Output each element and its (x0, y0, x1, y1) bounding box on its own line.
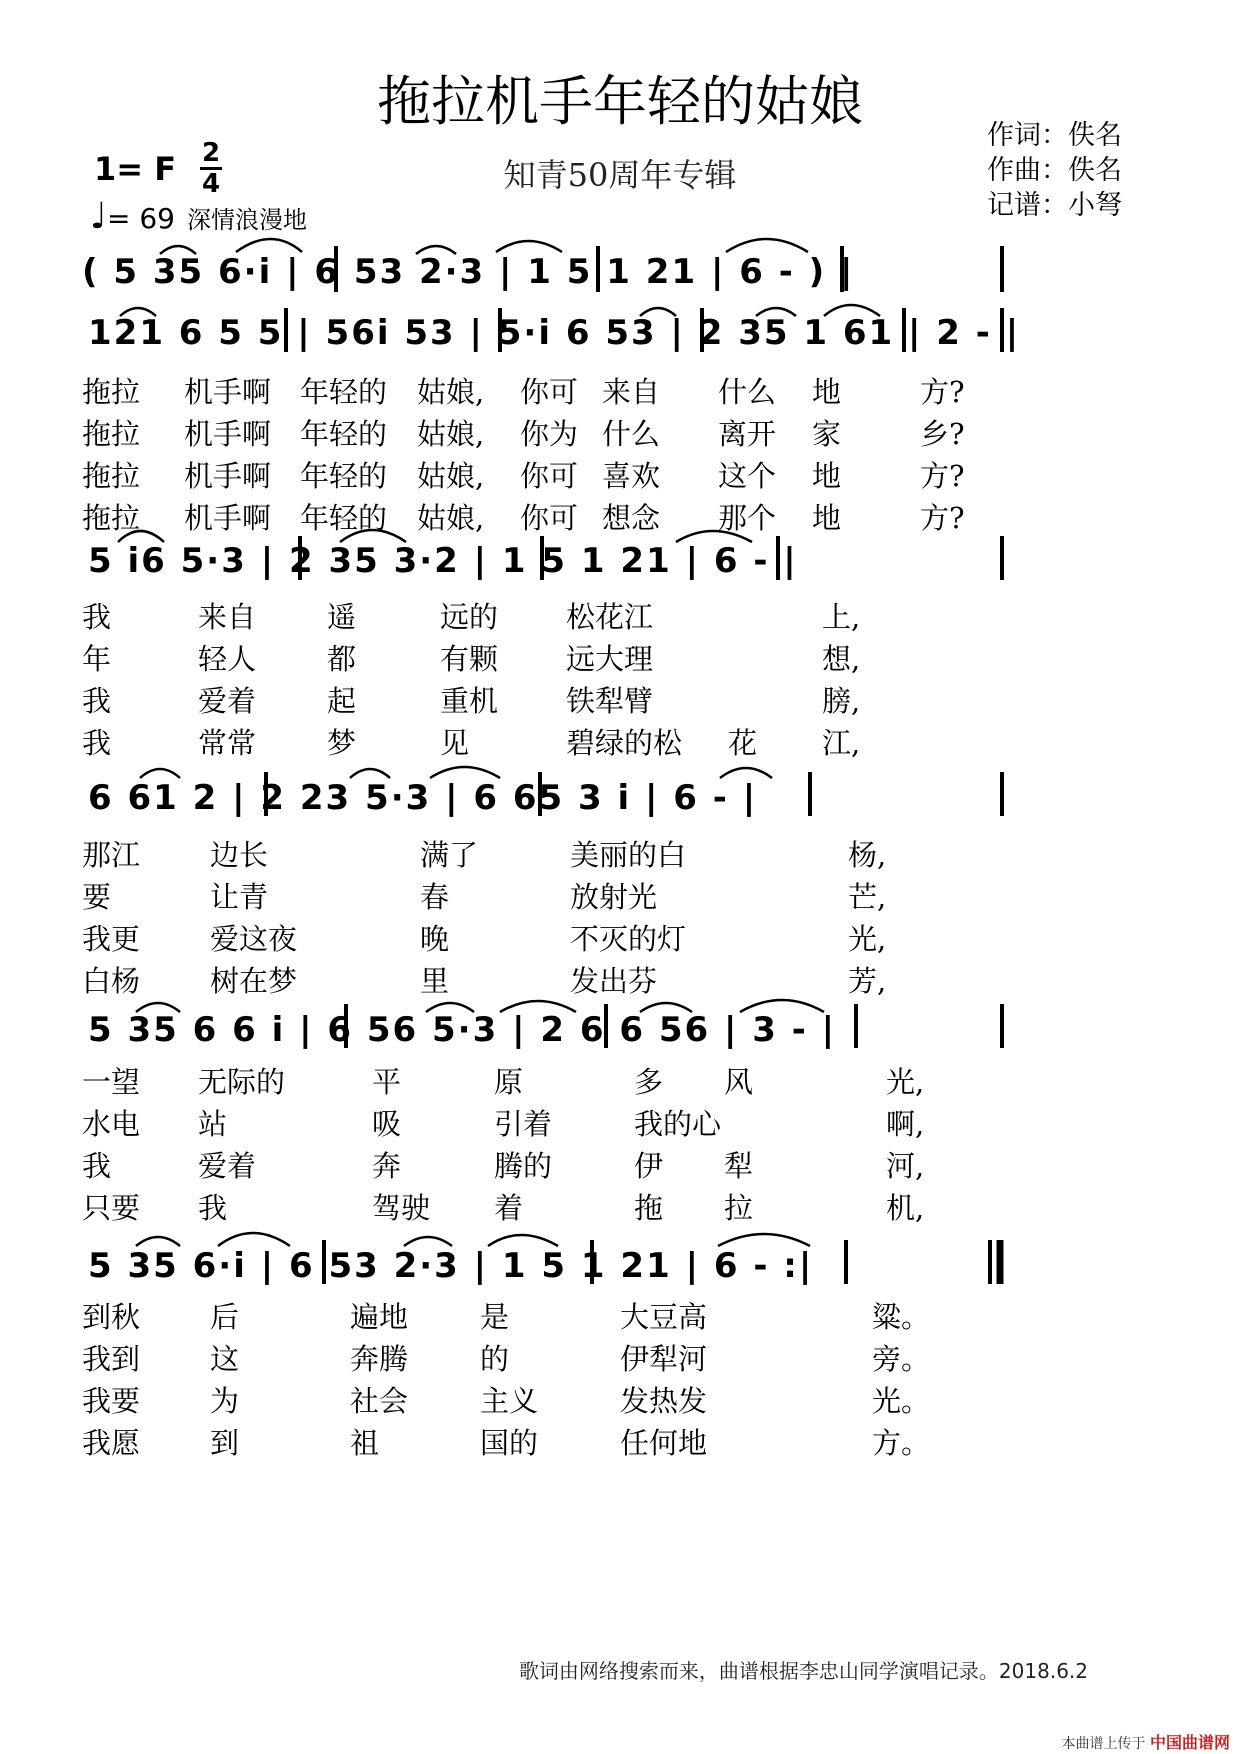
upload-label: 本曲谱上传于 (1061, 1736, 1146, 1752)
notation-line-3: 5 i6 5·3 | 2 35 3·2 | 1 5 1 21 | 6 - | (88, 541, 798, 581)
lyric-word: 姑娘, (417, 459, 485, 493)
tempo-bpm: = 69 (106, 202, 175, 235)
lyric-word: 拖拉 (82, 501, 141, 535)
lyric-word: 年轻的 (300, 417, 388, 451)
lyric-word: 方。 (872, 1426, 931, 1460)
lyric-word: 我 (82, 600, 112, 634)
lyric-word: 远大理 (566, 642, 654, 676)
lyric-word: 我到 (82, 1342, 141, 1376)
lyric-word: 上, (822, 600, 861, 634)
lyric-word: 原 (494, 1065, 524, 1099)
lyric-word: 拖拉 (82, 417, 141, 451)
lyric-word: 国的 (480, 1426, 539, 1460)
lyric-word: 爱着 (198, 1149, 257, 1183)
notation-line-4: 6 61 2 | 2 23 5·3 | 6 65 3 i | 6 - | (88, 778, 758, 818)
lyric-word: 机, (886, 1191, 925, 1225)
time-signature (200, 140, 222, 197)
lyric-word: 拉 (724, 1191, 754, 1225)
lyric-word: 地 (812, 501, 842, 535)
lyricist-credit: 作词：佚名 (987, 120, 1122, 151)
lyric-word: 碧绿的松 (566, 726, 683, 760)
site-logo: 中国曲谱网 (1149, 1733, 1230, 1752)
lyric-word: 拖拉 (82, 375, 141, 409)
lyric-word: 常常 (198, 726, 257, 760)
lyric-word: 起 (327, 684, 357, 718)
lyric-word: 方? (920, 459, 965, 493)
lyric-word: 都 (327, 642, 357, 676)
lyric-word: 美丽的白 (570, 838, 687, 872)
lyric-word: 一望 (82, 1065, 141, 1099)
lyric-word: 主义 (480, 1384, 539, 1418)
lyric-word: 要 (82, 880, 112, 914)
lyric-word: 机手啊 (184, 417, 272, 451)
lyric-word: 驾驶 (372, 1191, 431, 1225)
quarter-note-icon: ♩ (90, 196, 107, 237)
lyric-word: 见 (440, 726, 470, 760)
lyric-word: 那个 (718, 501, 777, 535)
lyric-word: 白杨 (82, 964, 141, 998)
lyric-word: 到 (210, 1426, 240, 1460)
lyric-word: 我更 (82, 922, 141, 956)
lyric-word: 这个 (718, 459, 777, 493)
lyric-word: 芳, (848, 964, 887, 998)
lyric-word: 站 (198, 1107, 228, 1141)
upload-credit (1062, 1730, 1230, 1753)
lyric-word: 啊, (886, 1107, 925, 1141)
lyric-word: 水电 (82, 1107, 141, 1141)
lyric-word: 年轻的 (300, 459, 388, 493)
lyric-word: 杨, (848, 838, 887, 872)
lyric-word: 来自 (198, 600, 257, 634)
lyric-word: 拖 (634, 1191, 664, 1225)
lyric-word: 树在梦 (210, 964, 298, 998)
lyric-word: 不灭的灯 (570, 922, 687, 956)
tempo-marking (90, 196, 307, 237)
lyric-word: 只要 (82, 1191, 141, 1225)
lyric-word: 腾的 (494, 1149, 553, 1183)
lyric-word: 地 (812, 375, 842, 409)
lyric-word: 任何地 (620, 1426, 708, 1460)
lyric-word: 地 (812, 459, 842, 493)
lyric-word: 机手啊 (184, 459, 272, 493)
lyric-word: 你可 (520, 501, 579, 535)
lyric-word: 河, (886, 1149, 925, 1183)
lyric-word: 远的 (440, 600, 499, 634)
lyric-word: 轻人 (198, 642, 257, 676)
transcriber-credit: 记谱：小弩 (987, 190, 1122, 221)
lyric-word: 吸 (372, 1107, 402, 1141)
lyric-word: 遍地 (350, 1300, 409, 1334)
lyric-word: 姑娘, (417, 501, 485, 535)
lyric-word: 春 (420, 880, 450, 914)
credits-block (987, 118, 1122, 223)
lyric-word: 奔腾 (350, 1342, 409, 1376)
lyric-word: 姑娘, (417, 375, 485, 409)
lyric-word: 什么 (602, 417, 661, 451)
notation-line-5: 5 35 6 6 i | 6 56 5·3 | 2 6 6 56 | 3 - | (88, 1010, 837, 1050)
lyric-word: 伊 (634, 1149, 664, 1183)
lyric-word: 引着 (494, 1107, 553, 1141)
lyric-word: 乡? (920, 417, 965, 451)
lyric-word: 机手啊 (184, 375, 272, 409)
lyric-word: 离开 (718, 417, 777, 451)
song-title: 拖拉机手年轻的姑娘 (377, 70, 863, 133)
lyric-word: 祖 (350, 1426, 380, 1460)
lyric-word: 光, (848, 922, 887, 956)
lyric-word: 我 (82, 726, 112, 760)
lyric-word: 铁犁臂 (566, 684, 654, 718)
lyric-word: 我 (82, 684, 112, 718)
lyric-word: 江, (822, 726, 861, 760)
lyric-word: 我的心 (634, 1107, 722, 1141)
lyric-word: 花 (728, 726, 758, 760)
lyric-word: 你为 (520, 417, 579, 451)
lyric-word: 那江 (82, 838, 141, 872)
lyric-word: 年轻的 (300, 375, 388, 409)
lyric-word: 想念 (602, 501, 661, 535)
lyric-word: 是 (480, 1300, 510, 1334)
expression-mark: 深情浪漫地 (186, 206, 307, 234)
lyric-word: 爱着 (198, 684, 257, 718)
lyric-word: 梦 (327, 726, 357, 760)
composer-credit: 作曲：佚名 (987, 155, 1122, 186)
lyric-word: 到秋 (82, 1300, 141, 1334)
lyric-word: 机手啊 (184, 501, 272, 535)
lyric-word: 姑娘, (417, 417, 485, 451)
time-signature-bottom: 4 (201, 169, 221, 199)
song-subtitle: 知青50周年专辑 (503, 156, 737, 194)
lyric-word: 伊犁河 (620, 1342, 708, 1376)
lyric-word: 发热发 (620, 1384, 708, 1418)
lyric-word: 犁 (724, 1149, 754, 1183)
lyric-word: 喜欢 (602, 459, 661, 493)
lyric-word: 你可 (520, 375, 579, 409)
lyric-word: 粱。 (872, 1300, 931, 1334)
lyric-word: 边长 (210, 838, 269, 872)
lyric-word: 遥 (327, 600, 357, 634)
lyric-word: 拖拉 (82, 459, 141, 493)
lyric-word: 方? (920, 501, 965, 535)
lyric-word: 方? (920, 375, 965, 409)
key-signature: 1= F (94, 150, 177, 188)
lyric-word: 年轻的 (300, 501, 388, 535)
lyric-word: 芒, (848, 880, 887, 914)
lyric-word: 家 (812, 417, 842, 451)
lyric-word: 晚 (420, 922, 450, 956)
lyric-word: 我 (198, 1191, 228, 1225)
lyric-word: 大豆高 (620, 1300, 708, 1334)
notation-line-6: 5 35 6·i | 6 53 2·3 | 1 5 1 21 | 6 - :| (88, 1246, 814, 1286)
lyric-word: 什么 (718, 375, 777, 409)
lyric-word: 光, (886, 1065, 925, 1099)
lyric-word: 来自 (602, 375, 661, 409)
lyric-word: 的 (480, 1342, 510, 1376)
lyric-word: 想, (822, 642, 861, 676)
lyric-word: 奔 (372, 1149, 402, 1183)
notation-line-2: 121 6 5 5 | 56i 53 | 5·i 6 53 | 2 35 1 61 | 2 - | (88, 313, 1021, 353)
lyric-word: 重机 (440, 684, 499, 718)
lyric-word: 有颗 (440, 642, 499, 676)
footer-note: 歌词由网络搜索而来，曲谱根据李忠山同学演唱记录。2018.6.2 (518, 1659, 1088, 1683)
lyric-word: 里 (420, 964, 450, 998)
lyric-word: 为 (210, 1384, 240, 1418)
lyric-word: 无际的 (198, 1065, 286, 1099)
lyric-word: 风 (724, 1065, 754, 1099)
lyric-word: 这 (210, 1342, 240, 1376)
lyric-word: 我 (82, 1149, 112, 1183)
time-signature-top: 2 (201, 138, 221, 168)
lyric-word: 满了 (420, 838, 479, 872)
lyric-word: 松花江 (566, 600, 654, 634)
lyric-word: 我要 (82, 1384, 141, 1418)
lyric-word: 发出芬 (570, 964, 658, 998)
lyric-word: 多 (634, 1065, 664, 1099)
notation-line-1: ( 5 35 6·i | 6 53 2·3 | 1 5 1 21 | 6 - ) | (82, 252, 855, 292)
lyric-word: 让青 (210, 880, 269, 914)
lyric-word: 光。 (872, 1384, 931, 1418)
lyric-word: 着 (494, 1191, 524, 1225)
lyric-word: 我愿 (82, 1426, 141, 1460)
lyric-word: 后 (210, 1300, 240, 1334)
lyric-word: 你可 (520, 459, 579, 493)
lyric-word: 平 (372, 1065, 402, 1099)
lyric-word: 年 (82, 642, 112, 676)
lyric-word: 爱这夜 (210, 922, 298, 956)
lyric-word: 膀, (822, 684, 861, 718)
lyric-word: 社会 (350, 1384, 409, 1418)
lyric-word: 放射光 (570, 880, 658, 914)
lyric-word: 旁。 (872, 1342, 931, 1376)
